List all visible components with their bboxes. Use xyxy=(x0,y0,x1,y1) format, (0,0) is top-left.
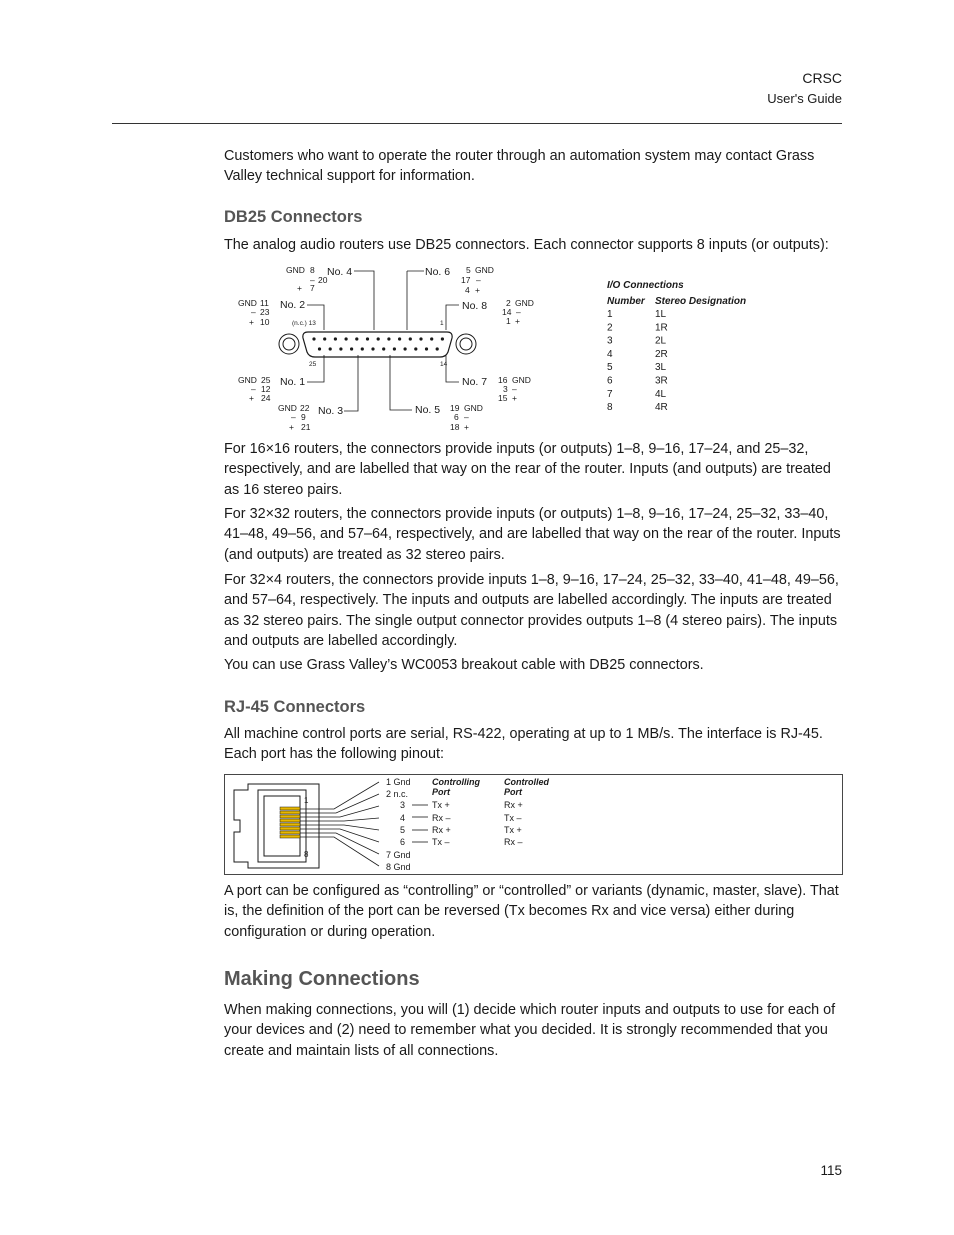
no7-pin15: 15 xyxy=(498,393,508,403)
no2-pin11: 11 xyxy=(260,298,269,308)
rj45-pin7: 7 Gnd xyxy=(386,850,411,860)
db25-pin xyxy=(334,337,337,340)
rj45-pin4: 4 xyxy=(400,813,406,823)
io-row-stereo: 4L xyxy=(655,388,667,400)
io-row-number: 7 xyxy=(607,388,613,400)
db25-pin xyxy=(361,347,364,350)
no6-pin4: 4 xyxy=(465,285,470,295)
no5-minus: – xyxy=(464,412,469,422)
rj45-pin1: 1 Gnd xyxy=(386,777,411,787)
controlling-header-2: Port xyxy=(432,787,450,797)
io-row-stereo: 3R xyxy=(655,375,668,387)
io-col-number: Number xyxy=(607,296,645,307)
label-no6: No. 6 xyxy=(425,266,451,278)
db25-pin xyxy=(312,337,315,340)
no7-minus: – xyxy=(512,384,517,394)
db25-pin xyxy=(318,347,321,350)
io-row-number: 8 xyxy=(607,402,613,414)
db25-heading: DB25 Connectors xyxy=(224,208,363,226)
db25-pin xyxy=(350,347,353,350)
no2-minus: – xyxy=(251,307,256,317)
controlling-pin3: Tx + xyxy=(432,800,450,810)
rj45-pin2: 2 n.c. xyxy=(386,789,409,799)
rj45-para: A port can be configured as “controlling” or “controlled” or variants (dynamic, master, slave). That is, the definition of the port can be reversed (Tx becomes Rx and vice versa) either during configuration or during operation. xyxy=(224,883,839,940)
io-row-stereo: 1R xyxy=(655,322,668,334)
no7-pin16: 16 xyxy=(498,375,508,385)
io-row-stereo: 3L xyxy=(655,362,667,374)
label-no1: No. 1 xyxy=(280,376,306,388)
no1-minus: – xyxy=(251,384,256,394)
no4-minus: – xyxy=(310,275,315,285)
rj45-pin8: 8 Gnd xyxy=(386,862,411,872)
rj45-heading: RJ-45 Connectors xyxy=(224,698,366,716)
pin-marker-1: 1 xyxy=(440,320,444,327)
io-row-number: 5 xyxy=(607,362,613,374)
controlling-pin4: Rx – xyxy=(432,813,451,823)
no3-minus: – xyxy=(291,412,296,422)
no3-gnd: GND xyxy=(278,403,297,413)
no3-pin9: 9 xyxy=(301,412,306,422)
header-rule xyxy=(112,123,842,124)
db25-pin xyxy=(441,337,444,340)
rj45-pin1-marker: 1 xyxy=(304,796,309,805)
no8-plus: + xyxy=(515,316,520,326)
header-product: CRSC xyxy=(802,70,842,86)
no6-minus: – xyxy=(476,275,481,285)
db25-intro: The analog audio routers use DB25 connectors. Each connector supports 8 inputs (or outputs): xyxy=(224,237,829,253)
io-row-stereo: 2R xyxy=(655,348,668,360)
db25-pin xyxy=(430,337,433,340)
intro-paragraph: Customers who want to operate the router through an automation system may contact Grass Valley technical support for information. xyxy=(224,148,815,185)
making-connections-para: When making connections, you will (1) decide which router inputs and outputs to use for each of your devices and (2) need to remember what you decided. It is strongly recommended that you create and maintain lists of all connections. xyxy=(224,1002,836,1059)
no8-pin1: 1 xyxy=(506,316,511,326)
no4-gnd: GND xyxy=(286,265,305,275)
db25-para-32x4: For 32×4 routers, the connectors provide inputs 1–8, 9–16, 17–24, 25–32, 33–40, 41–48, 49–56, and 57–64, respectively. The inputs and outputs are labelled accordingly. The inputs are treated as 32 stereo pairs. The single output connector provides outputs 1–8 (4 stereo pairs). The inputs and outputs are labelled accordingly. xyxy=(224,572,839,650)
db25-pin xyxy=(366,337,369,340)
db25-pin xyxy=(404,347,407,350)
rj45-diagram xyxy=(224,774,843,876)
no2-pin10: 10 xyxy=(260,317,270,327)
db25-para-16x16: For 16×16 routers, the connectors provide inputs (or outputs) 1–8, 9–16, 17–24, and 25–32, respectively, and are labelled that way on the rear of the router. Inputs (and outputs) are treated as 16 stereo pairs. xyxy=(224,441,831,498)
rj45-contact xyxy=(280,819,300,822)
pin-marker-25: 25 xyxy=(309,361,317,368)
io-row-stereo: 4R xyxy=(655,402,668,414)
io-row-stereo: 1L xyxy=(655,309,667,320)
label-no2: No. 2 xyxy=(280,299,306,311)
no7-gnd: GND xyxy=(512,375,531,385)
io-row-number: 3 xyxy=(607,335,613,347)
db25-pin xyxy=(377,337,380,340)
no6-gnd: GND xyxy=(475,265,494,275)
db25-pin xyxy=(323,337,326,340)
db25-pin xyxy=(393,347,396,350)
no6-plus: + xyxy=(475,285,480,295)
no2-gnd: GND xyxy=(238,298,257,308)
no3-pin21: 21 xyxy=(301,422,311,432)
controlled-pin5: Tx + xyxy=(504,825,522,835)
controlling-pin5: Rx + xyxy=(432,825,451,835)
no4-pin20: 20 xyxy=(318,275,328,285)
no7-pin3: 3 xyxy=(503,384,508,394)
no4-pin8: 8 xyxy=(310,265,315,275)
db25-diagram xyxy=(224,258,784,438)
no1-plus: + xyxy=(249,393,254,403)
label-no7: No. 7 xyxy=(462,376,488,388)
db25-pin xyxy=(345,337,348,340)
header-guide: User's Guide xyxy=(767,91,842,106)
no8-minus: – xyxy=(516,307,521,317)
controlling-header-1: Controlling xyxy=(432,777,480,787)
db25-pin xyxy=(409,337,412,340)
rj45-contact xyxy=(280,815,300,818)
no2-plus: + xyxy=(249,317,254,327)
controlling-pin6: Tx – xyxy=(432,837,450,847)
db25-pin xyxy=(329,347,332,350)
controlled-pin4: Tx – xyxy=(504,813,522,823)
controlled-header-2: Port xyxy=(504,787,522,797)
rj45-pin5: 5 xyxy=(400,825,406,835)
no6-pin17: 17 xyxy=(461,275,471,285)
rj45-pin3: 3 xyxy=(400,800,406,810)
db25-pin xyxy=(436,347,439,350)
no3-pin22: 22 xyxy=(300,403,310,413)
page-number: 115 xyxy=(820,1163,842,1178)
db25-pin xyxy=(382,347,385,350)
db25-pin xyxy=(339,347,342,350)
rj45-contact xyxy=(280,807,300,810)
no2-pin23: 23 xyxy=(260,307,270,317)
controlled-pin3: Rx + xyxy=(504,800,523,810)
db25-para-cable: You can use Grass Valley’s WC0053 breakout cable with DB25 connectors. xyxy=(224,657,704,673)
rj45-contact xyxy=(280,827,300,830)
no4-plus: + xyxy=(297,283,302,293)
rj45-pin8-marker: 8 xyxy=(304,850,309,859)
rj45-pin6: 6 xyxy=(400,837,406,847)
no1-pin25: 25 xyxy=(261,375,271,385)
no5-pin6: 6 xyxy=(454,412,459,422)
no5-pin19: 19 xyxy=(450,403,460,413)
label-no5: No. 5 xyxy=(415,404,441,416)
label-no4: No. 4 xyxy=(327,266,353,278)
rj45-contact xyxy=(280,811,300,814)
pin-marker-nc13: (n.c.) 13 xyxy=(292,320,316,327)
no5-gnd: GND xyxy=(464,403,483,413)
controlled-pin6: Rx – xyxy=(504,837,523,847)
no8-pin14: 14 xyxy=(502,307,512,317)
rj45-contact xyxy=(280,835,300,838)
io-row-number: 1 xyxy=(607,309,613,320)
db25-pin xyxy=(398,337,401,340)
rj45-contact xyxy=(280,823,300,826)
rj45-intro: All machine control ports are serial, RS-422, operating at up to 1 MB/s. The interface is RJ-45. Each port has the following pinout: xyxy=(224,726,823,763)
rj45-contact xyxy=(280,831,300,834)
io-table-title: I/O Connections xyxy=(607,280,684,291)
no7-plus: + xyxy=(512,393,517,403)
db25-pin xyxy=(387,337,390,340)
no8-pin2: 2 xyxy=(506,298,511,308)
db25-para-32x32: For 32×32 routers, the connectors provide inputs (or outputs) 1–8, 9–16, 17–24, 25–32, 33–40, 41–48, 49–56, and 57–64, respectively, and are labelled that way on the rear of the router. Inputs (and outputs) are treated as 32 stereo pairs. xyxy=(224,506,841,563)
io-col-stereo: Stereo Designation xyxy=(655,296,747,307)
controlled-header-1: Controlled xyxy=(504,777,549,787)
no3-plus: + xyxy=(289,422,294,432)
no4-pin7: 7 xyxy=(310,283,315,293)
no1-pin24: 24 xyxy=(261,393,271,403)
db25-pin xyxy=(419,337,422,340)
no6-pin5: 5 xyxy=(466,265,471,275)
label-no8: No. 8 xyxy=(462,300,488,312)
io-row-number: 2 xyxy=(607,322,613,334)
no5-plus: + xyxy=(464,422,469,432)
db25-pin xyxy=(371,347,374,350)
making-connections-heading: Making Connections xyxy=(224,968,420,990)
db25-pin xyxy=(425,347,428,350)
db25-pin xyxy=(355,337,358,340)
pin-marker-14: 14 xyxy=(440,361,448,368)
no5-pin18: 18 xyxy=(450,422,460,432)
db25-connector-shell xyxy=(279,332,476,357)
no8-gnd: GND xyxy=(515,298,534,308)
no1-gnd: GND xyxy=(238,375,257,385)
label-no3: No. 3 xyxy=(318,405,344,417)
db25-pin xyxy=(414,347,417,350)
io-row-stereo: 2L xyxy=(655,335,667,347)
io-row-number: 6 xyxy=(607,375,613,387)
no1-pin12: 12 xyxy=(261,384,271,394)
io-row-number: 4 xyxy=(607,348,613,360)
